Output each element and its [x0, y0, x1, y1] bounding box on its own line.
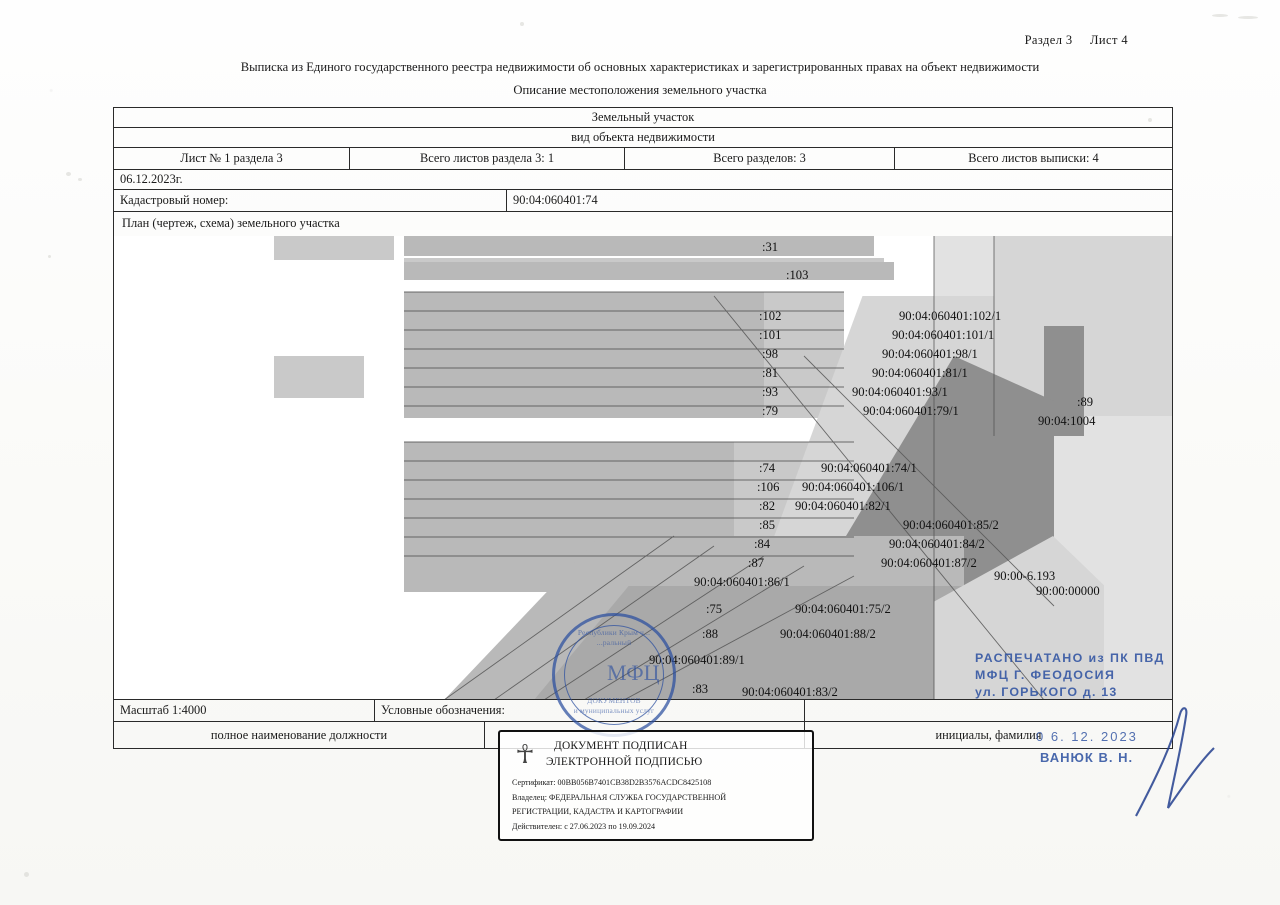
printed-line3: ул. ГОРЬКОГО д. 13 [975, 685, 1118, 699]
scan-speck [78, 178, 82, 181]
sheet-label: Лист 4 [1090, 33, 1128, 47]
table-row [114, 108, 1172, 128]
map-parcel-label: :82 [759, 499, 776, 513]
map-parcel-label: 90:04:060401:102/1 [899, 309, 1002, 323]
table-row [114, 128, 1172, 148]
map-parcel-label: 90:04:060401:87/2 [881, 556, 977, 570]
printed-line2: МФЦ Г. ФЕОДОСИЯ [975, 668, 1116, 682]
map-parcel-label: 90:04:060401:75/2 [795, 602, 891, 616]
map-parcel-label: 90:04:060401:74/1 [821, 461, 917, 475]
map-parcel-label: :31 [762, 240, 779, 254]
esign-owner-line2: РЕГИСТРАЦИИ, КАДАСТРА И КАРТОГРАФИИ [512, 807, 684, 816]
initials-caption: инициалы, фамилия [804, 722, 1172, 748]
esign-validity: Действителен: с 27.06.2023 по 19.09.2024 [512, 822, 656, 831]
map-parcel-label: :83 [692, 682, 709, 696]
map-parcel-label: :84 [754, 537, 771, 551]
section-label: Раздел 3 [1024, 33, 1073, 47]
sheet-of-section: Лист № 1 раздела 3 [180, 151, 283, 165]
map-parcel-label: 90:04:060401:82/1 [795, 499, 891, 513]
total-sheets-extract: Всего листов выписки: 4 [894, 148, 1172, 169]
map-parcel-label: 90:04:060401:88/2 [780, 627, 876, 641]
map-parcel-label: 90:04:060401:98/1 [882, 347, 978, 361]
scan-speck [66, 172, 71, 176]
scan-speck [48, 255, 51, 258]
printed-date-stamp: 0 6. 12. 2023 [1036, 729, 1138, 744]
map-parcel-label: 90:04:060401:106/1 [802, 480, 905, 494]
map-parcel-label: :103 [786, 268, 809, 282]
printed-name-stamp: ВАНЮК В. Н. [1040, 750, 1134, 765]
map-parcel-label: 90:04:060401:85/2 [903, 518, 999, 532]
table-row [114, 148, 1172, 170]
map-parcel-label: :74 [759, 461, 776, 475]
document-title-line2: Описание местоположения земельного участка [513, 83, 767, 97]
cadastral-number-label: Кадастровый номер: [120, 193, 229, 207]
map-parcel-label: 90:04:060401:86/1 [694, 575, 790, 589]
plan-label: План (чертеж, схема) земельного участка [122, 216, 340, 230]
stamp-bottom-text-1: ДОКУМЕНТОВ [587, 696, 641, 705]
table-row [114, 170, 1172, 190]
map-parcel-label: 90:00:00000 [1036, 584, 1100, 598]
object-type-value: Земельный участок [591, 110, 695, 124]
header-section-sheet [1011, 33, 1128, 48]
table-row [114, 190, 1172, 212]
map-parcel-label: :98 [762, 347, 779, 361]
round-stamp [552, 613, 676, 737]
stamp-center-text: МФЦ [607, 660, 660, 685]
map-parcel-label: 90:04:060401:79/1 [863, 404, 959, 418]
esign-owner-line1: Владелец: ФЕДЕРАЛЬНАЯ СЛУЖБА ГОСУДАРСТВЕННОЙ [512, 793, 727, 802]
scale-value: Масштаб 1:4000 [120, 703, 207, 717]
esign-title-line1: ДОКУМЕНТ ПОДПИСАН [554, 740, 688, 752]
map-parcel-label: :102 [759, 309, 782, 323]
object-type-caption: вид объекта недвижимости [571, 130, 715, 144]
scan-speck [1212, 14, 1228, 17]
electronic-signature-box [498, 730, 814, 841]
map-parcel-label: 90:04:060401:93/1 [852, 385, 948, 399]
scan-speck [520, 22, 524, 26]
map-parcel-label: 90:00-6.193 [994, 569, 1056, 583]
scan-speck [24, 872, 29, 877]
map-parcel-label: :89 [1077, 395, 1094, 409]
total-sheets-section: Всего листов раздела 3: 1 [349, 148, 624, 169]
document-title-line1: Выписка из Единого государственного реестра недвижимости об основных характеристиках и зарегистрированных правах на объект недвижимости [240, 60, 1040, 74]
map-parcel-label: :81 [762, 366, 779, 380]
printed-by-stamp [975, 650, 1165, 701]
map-parcel-label: 90:04:1004 [1038, 414, 1096, 428]
map-parcel-label: 90:04:060401:101/1 [892, 328, 995, 342]
legend-area [804, 700, 1172, 721]
esign-title-line2: ЭЛЕКТРОННОЙ ПОДПИСЬЮ [546, 756, 703, 768]
printed-line1: РАСПЕЧАТАНО из ПК ПВД [975, 651, 1165, 665]
map-parcel-label: 90:04:060401:89/1 [649, 653, 745, 667]
map-parcel-label: :106 [757, 480, 780, 494]
map-parcel-label: 90:04:060401:84/2 [889, 537, 985, 551]
cadastral-number-value: 90:04:060401:74 [506, 190, 1172, 211]
map-parcel-label: :93 [762, 385, 779, 399]
map-parcel-label: 90:04:060401:81/1 [872, 366, 968, 380]
map-parcel-label: :88 [702, 627, 719, 641]
map-parcel-label: :75 [706, 602, 723, 616]
map-parcel-label: :87 [748, 556, 765, 570]
map-parcel-label: :79 [762, 404, 779, 418]
coat-of-arms-icon: ☥ [515, 740, 535, 769]
map-parcel-label: :101 [759, 328, 782, 342]
stamp-bottom-text-2: и муниципальных услуг [573, 706, 655, 715]
scan-speck [1238, 16, 1258, 19]
legend-label: Условные обозначения: [374, 700, 804, 721]
position-caption: полное наименование должности [210, 727, 388, 742]
map-parcel-label: 90:04:060401:83/2 [742, 685, 838, 699]
stamp-top-text: Республики Крым ч... [577, 628, 651, 637]
extract-date: 06.12.2023г. [120, 172, 183, 186]
total-sections: Всего разделов: 3 [624, 148, 894, 169]
map-parcel-label: :85 [759, 518, 776, 532]
esign-certificate: Сертификат: 00BB056B7401CB38D2B3576ACDC8425108 [512, 778, 712, 787]
stamp-top-text-2: ...ральный [596, 638, 632, 647]
